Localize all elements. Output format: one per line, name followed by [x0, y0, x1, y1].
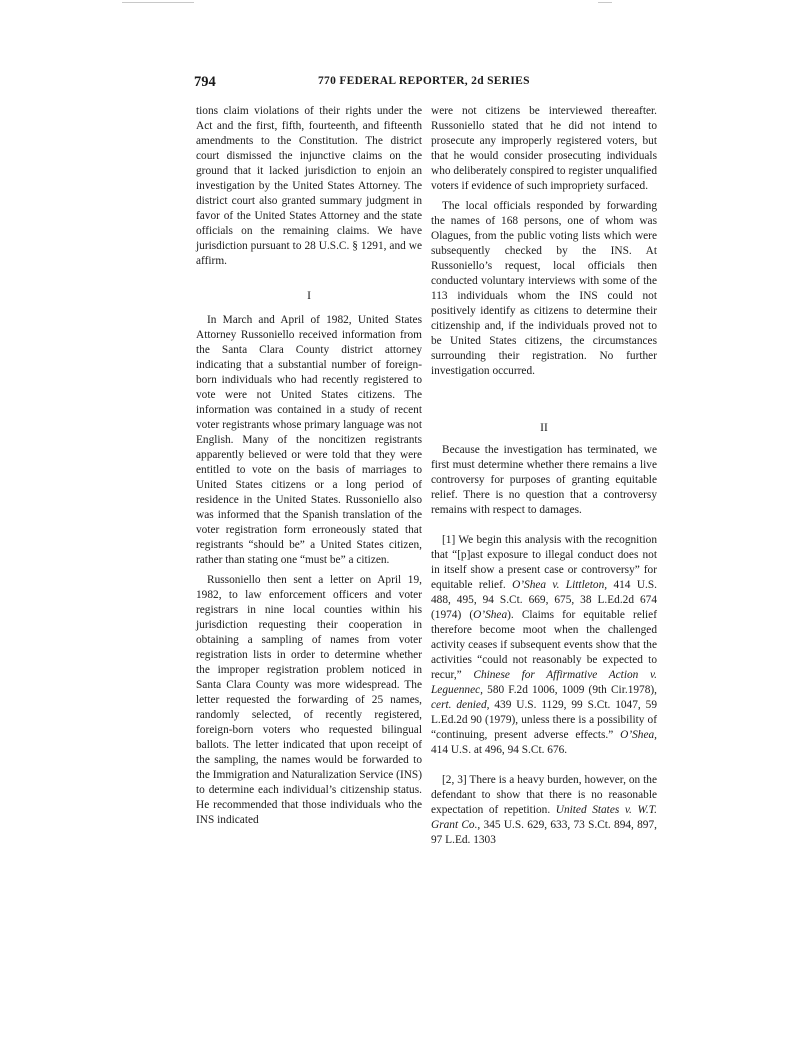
paragraph [431, 773, 657, 848]
paragraph: In March and April of 1982, United States Attorney Russoniello received information from the Santa Clara County district attorney indicating that a substantial number of foreign-born individuals who had recently registered to vote were not United States citizens. The information was contained in a study of recent voter registrants whose primary language was not English. Many of the noncitizen registrants apparently believed or were told that they were entitled to vote on the basis of marriages to United States citizens or a long period of residence in the United States. Russoniello also was informed that the Spanish translation of the voter registration form erroneously stated that registrants “should be” a United States citizen, rather than stating one “must be” a citizen. [196, 314, 422, 566]
scan-artifact-line [598, 2, 612, 3]
case-citation: O’Shea v. Littleton, [512, 579, 608, 591]
case-citation: United States v. W.T. Grant Co., [431, 804, 657, 831]
case-citation: cert. denied, [431, 699, 490, 711]
case-citation: O’Shea, [620, 729, 657, 741]
scan-artifact-line [122, 2, 194, 3]
page-header [194, 74, 662, 94]
case-citation: O’Shea [473, 609, 508, 621]
text-run: 414 U.S. 488, 495, 94 S.Ct. 669, 675, 38 L.Ed.2d 674 (1974) ( [431, 579, 657, 621]
text-run: ). Claims for equitable relief therefore become moot when the challenged activity ceases if subsequent events show that the activities “could not reasonably be expected to recur,” [431, 609, 657, 681]
text-run: 439 U.S. 1129, 99 S.Ct. 1047, 59 L.Ed.2d 90 (1979), unless there is a possibility of “continuing, present adverse effects.” [431, 699, 657, 741]
page-number: 794 [194, 74, 216, 90]
paragraph: Russoniello then sent a letter on April 19, 1982, to law enforcement officers and voter registrars in nine local counties within his jurisdiction requesting their cooperation in obtaining a sampling of names from voter registration lists in order to determine whether the improper registration problem noticed in Santa Clara County was more widespread. The letter requested the forwarding of 25 names, randomly selected, of recently registered, foreign-born voters who requested bilingual ballots. The letter indicated that upon receipt of the sampling, the names would be forwarded to the Immigration and Naturalization Service (INS) to determine each individual’s citizenship status. He recommended that those individuals who the INS indicated [196, 574, 422, 826]
text-run: 414 U.S. at 496, 94 S.Ct. 676. [431, 744, 568, 756]
text-run: [2, 3] There is a heavy burden, however, on the defendant to show that there is no reasonable expectation of repetition. [431, 774, 657, 816]
running-head: 770 FEDERAL REPORTER, 2d SERIES [318, 75, 530, 87]
text-run: 580 F.2d 1006, 1009 (9th Cir.1978), [487, 684, 657, 696]
left-column [196, 104, 422, 828]
paragraph: tions claim violations of their rights under the Act and the first, fifth, fourteenth, and fifteenth amendments to the Constitution. The district court dismissed the injunctive claims on the ground that it lacked jurisdiction to enjoin an investigation by the United States Attorney. The district court also granted summary judgment in favor of the United States Attorney and the state officials on the remaining claims. We have jurisdiction pursuant to 28 U.S.C. § 1291, and we affirm. [196, 105, 422, 267]
paragraph: Because the investigation has terminated, we first must determine whether there remains a live controversy for purposes of granting equitable relief. There is no question that a controversy remains with respect to damages. [431, 444, 657, 516]
paragraph: were not citizens be interviewed thereafter. Russoniello stated that he did not intend to prosecute any improperly registered voters, but that he would consider prosecuting individuals who deliberately conspired to register unqualified voters if evidence of such impropriety surfaced. [431, 105, 657, 192]
section-heading: II [540, 422, 548, 434]
case-citation: Chinese for Affirmative Action v. Leguennec, [431, 669, 657, 696]
paragraph: The local officials responded by forwarding the names of 168 persons, one of whom was Olagues, from the public voting lists which were subsequently checked by the INS. At Russoniello’s request, local officials then conducted voluntary interviews with some of the 113 individuals whom the INS could not positively identify as citizens to determine their citizenship and, if the individuals proved not to be United States citizens, the circumstances surrounding their registration. No further investigation occurred. [431, 200, 657, 377]
text-run: [1] We begin this analysis with the recognition that “[p]ast exposure to illegal conduct does not in itself show a present case or controversy” for equitable relief. [431, 534, 657, 591]
text-run: 345 U.S. 629, 633, 73 S.Ct. 894, 897, 97 L.Ed. 1303 [431, 819, 657, 846]
right-column [431, 104, 657, 848]
paragraph [431, 533, 657, 758]
section-heading: I [307, 290, 311, 302]
